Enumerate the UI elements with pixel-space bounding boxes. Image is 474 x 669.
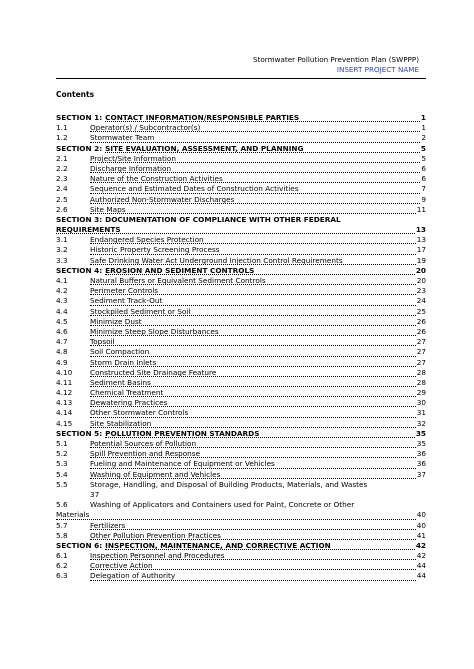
toc-entry-title: Project/Site Information — [90, 153, 176, 163]
toc-entry-title-leader — [90, 256, 416, 265]
toc-entry-title-leader — [90, 123, 420, 132]
toc-entry-number: 4.1 — [56, 276, 68, 285]
document-title: Stormwater Pollution Prevention Plan (SWPPP) — [252, 55, 419, 64]
toc-entry-number: 5.2 — [56, 449, 68, 459]
toc-entry[interactable] — [56, 408, 426, 418]
toc-entry[interactable] — [56, 133, 426, 143]
toc-entry-title-leader — [90, 368, 416, 377]
toc-entry-number: 2.4 — [56, 184, 68, 194]
toc-entry-title: SITE EVALUATION, ASSESSMENT, AND PLANNING — [105, 143, 304, 153]
toc-entry-page: 5 — [420, 143, 426, 153]
toc-entry-title-leader — [90, 531, 416, 540]
toc-entry-title: Minimize Dust — [90, 316, 142, 326]
toc-entry-title: Natural Buffers or Equivalent Sediment Controls — [90, 276, 266, 285]
toc-entry[interactable] — [56, 195, 426, 205]
toc-entry-title: Topsoil — [90, 337, 115, 347]
toc-entry-title: Fertilizers — [90, 520, 126, 530]
toc-entry-line — [56, 500, 426, 510]
toc-entry-title-leader — [90, 245, 416, 254]
toc-entry[interactable] — [56, 449, 426, 459]
toc-entry-number: 4.8 — [56, 347, 68, 357]
toc-entry-title: Delegation of Authority — [90, 571, 176, 581]
toc-entry[interactable] — [56, 276, 426, 286]
toc-entry-title-leader — [105, 144, 420, 153]
project-name: INSERT PROJECT NAME — [336, 65, 419, 74]
toc-entry-title-leader — [90, 419, 416, 428]
toc-entry-title: Nature of the Construction Activities — [90, 174, 223, 184]
toc-entry-number: 4.2 — [56, 286, 68, 296]
toc-entry[interactable] — [56, 500, 426, 520]
document-header — [253, 55, 419, 75]
toc-entry-page: 13 — [415, 225, 426, 235]
toc-entry[interactable] — [56, 235, 426, 245]
toc-entry[interactable] — [56, 368, 426, 378]
toc-entry-page: 36 — [416, 449, 426, 459]
toc-entry-number: SECTION 4: — [56, 265, 103, 275]
toc-entry-number: 2.2 — [56, 163, 68, 173]
toc-entry-number: 6.2 — [56, 561, 68, 571]
toc-entry-page: 13 — [416, 235, 426, 245]
toc-entry-title-leader — [56, 225, 415, 234]
toc-entry-page: 32 — [416, 418, 426, 428]
toc-entry-line — [56, 215, 426, 225]
toc-entry-title: Sequence and Estimated Dates of Construction Activities — [90, 184, 299, 194]
toc-entry-title-leader — [90, 184, 420, 193]
toc-entry-page: 1 — [420, 113, 426, 122]
toc-entry-title-leader — [90, 276, 416, 285]
toc-entry-page: 11 — [416, 204, 426, 214]
toc-entry-number: SECTION 6: — [56, 540, 103, 550]
toc-entry-title: Sediment Track-Out — [90, 296, 163, 306]
toc-entry-page: 6 — [421, 174, 426, 184]
toc-entry-title: Site Maps — [90, 204, 126, 214]
toc-entry-number: 1.2 — [56, 133, 68, 143]
toc-entry[interactable] — [56, 317, 426, 327]
toc-entry-title-leader — [105, 541, 415, 550]
toc-entry-page: 31 — [416, 408, 426, 418]
toc-entry[interactable] — [56, 470, 426, 480]
toc-entry-title: Spill Prevention and Response — [90, 449, 201, 459]
toc-entry-page: 5 — [421, 153, 426, 163]
toc-entry-page: 7 — [421, 184, 426, 194]
toc-entry-title: Site Stabilization — [90, 418, 152, 428]
toc-entry-page: 35 — [415, 428, 426, 438]
toc-entry-title-leader — [90, 235, 416, 244]
toc-entry-title-leader — [90, 398, 416, 407]
toc-entry-page: 24 — [416, 296, 426, 306]
toc-entry-title-leader — [90, 449, 416, 458]
toc-entry-title: Safe Drinking Water Act Underground Injection Control Requirements — [90, 255, 343, 265]
toc-entry-title-leader — [105, 429, 415, 438]
toc-entry-number: 4.12 — [56, 388, 73, 398]
toc-section-entry[interactable] — [56, 541, 426, 551]
toc-entry[interactable] — [56, 154, 426, 164]
toc-entry-title-leader — [90, 551, 416, 560]
toc-entry[interactable] — [56, 459, 426, 469]
toc-entry-page: 20 — [415, 265, 426, 275]
toc-entry-title-leader — [90, 174, 420, 183]
toc-entry-title: Stockpiled Sediment or Soil — [90, 306, 191, 316]
toc-entry-page: 44 — [416, 571, 426, 581]
toc-entry-title-leader — [90, 317, 416, 326]
toc-section-entry[interactable] — [56, 266, 426, 276]
toc-entry-title-leader — [90, 195, 420, 204]
toc-entry[interactable] — [56, 378, 426, 388]
toc-entry[interactable] — [56, 521, 426, 531]
toc-entry-number: 3.1 — [56, 235, 68, 245]
toc-entry-page: 2 — [421, 133, 426, 143]
toc-entry-title-leader — [90, 347, 416, 356]
toc-entry-title-leader — [90, 388, 416, 397]
toc-entry-title-leader — [90, 459, 416, 468]
toc-entry[interactable] — [56, 398, 426, 408]
toc-entry-number: 4.3 — [56, 296, 68, 306]
toc-entry-page: 37 — [416, 469, 426, 479]
toc-entry-title: Other Stormwater Controls — [90, 408, 189, 418]
toc-entry-number: SECTION 3: — [56, 214, 103, 224]
toc-entry[interactable] — [56, 184, 426, 194]
toc-entry-page: 42 — [415, 540, 426, 550]
toc-entry-number: 4.14 — [56, 408, 73, 418]
toc-entry-number: 5.7 — [56, 520, 68, 530]
toc-entry-title: Stormwater Team — [90, 133, 155, 143]
toc-entry-page: 40 — [416, 520, 426, 530]
toc-entry-number: 2.1 — [56, 153, 68, 163]
toc-entry[interactable] — [56, 480, 426, 500]
toc-entry-title-leader — [90, 378, 416, 387]
toc-entry-title-leader — [90, 561, 416, 570]
toc-entry-page: 6 — [421, 163, 426, 173]
toc-entry-line — [56, 490, 426, 500]
toc-entry-title-leader — [90, 470, 416, 479]
toc-entry[interactable] — [56, 307, 426, 317]
toc-entry-title-leader — [90, 521, 416, 530]
toc-entry[interactable] — [56, 347, 426, 357]
toc-entry-line — [56, 510, 426, 520]
toc-entry-title: DOCUMENTATION OF COMPLIANCE WITH OTHER FEDERAL — [105, 214, 341, 224]
toc-entry-title: Minimize Steep Slope Disturbances — [90, 326, 219, 336]
toc-entry-title-leader — [90, 133, 420, 142]
toc-entry-number: 4.13 — [56, 398, 73, 408]
toc-entry-number: 5.8 — [56, 530, 68, 540]
toc-entry[interactable] — [56, 561, 426, 571]
toc-entry-title-leader — [105, 113, 420, 122]
toc-entry-title: Storage, Handling, and Disposal of Building Products, Materials, and Wastes — [90, 479, 368, 489]
toc-entry-page: 1 — [421, 123, 426, 133]
toc-entry-title: Discharge Information — [90, 163, 172, 173]
toc-entry-number: 2.6 — [56, 204, 68, 214]
toc-entry[interactable] — [56, 123, 426, 133]
toc-section-entry[interactable] — [56, 429, 426, 439]
toc-entry-number: SECTION 2: — [56, 143, 103, 153]
toc-entry-page: 17 — [416, 245, 426, 255]
indent-spacer — [56, 490, 90, 500]
toc-entry-title: Constructed Site Drainage Feature — [90, 367, 217, 377]
toc-entry-number: SECTION 1: — [56, 113, 103, 122]
toc-entry-title-leader — [90, 307, 416, 316]
toc-entry-title: Dewatering Practices — [90, 398, 168, 408]
toc-entry-number: 6.1 — [56, 551, 68, 561]
toc-section-entry[interactable] — [56, 215, 426, 235]
toc-entry-title-leader — [90, 154, 420, 163]
table-of-contents — [56, 113, 426, 582]
toc-entry-page: 26 — [416, 326, 426, 336]
toc-entry-number: 4.9 — [56, 357, 68, 367]
toc-entry[interactable] — [56, 419, 426, 429]
toc-entry-title-leader — [90, 286, 416, 295]
toc-entry-page: 30 — [416, 398, 426, 408]
toc-entry[interactable] — [56, 571, 426, 581]
toc-entry-number: 5.5 — [56, 479, 68, 489]
toc-entry-title: Inspection Personnel and Procedures — [90, 551, 225, 561]
toc-entry-title: CONTACT INFORMATION/RESPONSIBLE PARTIES — [105, 113, 300, 122]
toc-entry[interactable] — [56, 296, 426, 306]
toc-entry-title-leader — [56, 510, 416, 519]
toc-entry-page: 19 — [416, 255, 426, 265]
toc-entry-title: Other Pollution Prevention Practices — [90, 530, 221, 540]
toc-entry-title: Washing of Equipment and Vehicles — [90, 469, 221, 479]
toc-entry-title: Chemical Treatment — [90, 388, 164, 398]
toc-entry-page: 37 — [90, 489, 100, 499]
toc-entry-page: 27 — [416, 337, 426, 347]
toc-entry-number: 5.3 — [56, 459, 68, 469]
toc-entry-number: 5.4 — [56, 469, 68, 479]
toc-entry[interactable] — [56, 327, 426, 337]
toc-entry-number: 6.3 — [56, 571, 68, 581]
toc-entry-title-leader — [90, 358, 416, 367]
toc-entry-title: Storm Drain Inlets — [90, 357, 157, 367]
toc-entry-page: 25 — [416, 306, 426, 316]
toc-entry[interactable] — [56, 174, 426, 184]
toc-entry-number: 4.4 — [56, 306, 68, 316]
toc-entry-number: 1.1 — [56, 123, 68, 133]
toc-entry-page: 35 — [416, 439, 426, 448]
toc-entry-page: 28 — [416, 367, 426, 377]
toc-entry[interactable] — [56, 286, 426, 296]
toc-entry-page: 26 — [416, 316, 426, 326]
toc-entry[interactable] — [56, 256, 426, 266]
toc-entry-title: Fueling and Maintenance of Equipment or Vehicles — [90, 459, 275, 469]
toc-entry-number: 4.6 — [56, 326, 68, 336]
toc-entry-title: Sediment Basins — [90, 377, 151, 387]
toc-entry-number: 2.5 — [56, 194, 68, 204]
toc-entry-number: 4.7 — [56, 337, 68, 347]
toc-entry-number: 2.3 — [56, 174, 68, 184]
toc-entry-title-leader — [90, 439, 416, 448]
toc-entry-title: Washing of Applicators and Containers used for Paint, Concrete or Other — [90, 500, 355, 510]
toc-entry-number: 3.3 — [56, 255, 68, 265]
toc-entry-page: 23 — [416, 286, 426, 296]
toc-entry-page: 27 — [416, 357, 426, 367]
toc-entry-line — [56, 225, 426, 235]
header-rule — [56, 78, 426, 79]
toc-entry-title-leader — [90, 296, 416, 305]
toc-entry[interactable] — [56, 439, 426, 449]
toc-entry[interactable] — [56, 388, 426, 398]
contents-heading: Contents — [56, 90, 95, 99]
toc-entry-title-continued: REQUIREMENTS — [56, 225, 121, 235]
toc-entry[interactable] — [56, 337, 426, 347]
toc-entry-title: EROSION AND SEDIMENT CONTROLS — [105, 265, 255, 275]
toc-entry-number: 4.11 — [56, 377, 73, 387]
toc-entry-title-leader — [105, 266, 415, 275]
toc-entry-title: Authorized Non-Stormwater Discharges — [90, 194, 235, 204]
toc-entry-title-leader — [90, 408, 416, 417]
toc-entry-title: Operator(s) / Subcontractor(s) — [90, 123, 201, 133]
toc-entry-number: 4.5 — [56, 316, 68, 326]
toc-entry-number: 3.2 — [56, 245, 68, 255]
toc-section-entry[interactable] — [56, 144, 426, 154]
toc-entry-number: 5.1 — [56, 439, 68, 448]
toc-entry-title: Soil Compaction — [90, 347, 150, 357]
toc-entry-title: Endangered Species Protection — [90, 235, 204, 245]
toc-entry[interactable] — [56, 358, 426, 368]
toc-entry-title: Potential Sources of Pollution — [90, 439, 197, 448]
toc-entry[interactable] — [56, 245, 426, 255]
toc-entry-page: 42 — [416, 551, 426, 561]
toc-entry-title: Perimeter Controls — [90, 286, 159, 296]
toc-entry-title: Corrective Action — [90, 561, 153, 571]
toc-entry-number: 4.15 — [56, 418, 73, 428]
toc-entry-title-continued: Materials — [56, 510, 90, 520]
toc-entry-page: 27 — [416, 347, 426, 357]
toc-entry-page: 40 — [416, 510, 426, 520]
toc-entry-title-leader — [90, 571, 416, 580]
toc-entry-number: 4.10 — [56, 367, 73, 377]
toc-entry-line — [56, 480, 426, 490]
toc-entry-title-leader — [90, 327, 416, 336]
toc-entry-page: 20 — [416, 276, 426, 285]
toc-section-entry[interactable] — [56, 113, 426, 123]
toc-entry-title-leader — [90, 205, 416, 214]
toc-entry-title: POLLUTION PREVENTION STANDARDS — [105, 428, 260, 438]
toc-entry[interactable] — [56, 551, 426, 561]
toc-entry-number: SECTION 5: — [56, 428, 103, 438]
toc-entry-title-leader — [90, 164, 420, 173]
toc-entry-title: INSPECTION, MAINTENANCE, AND CORRECTIVE ACTION — [105, 540, 331, 550]
toc-entry-number: 5.6 — [56, 500, 68, 510]
toc-entry-page: 9 — [421, 194, 426, 204]
toc-entry-title: Historic Property Screening Process — [90, 245, 220, 255]
toc-entry-page: 28 — [416, 377, 426, 387]
toc-entry-page: 29 — [416, 388, 426, 398]
toc-entry-page: 44 — [416, 561, 426, 571]
toc-entry-page: 36 — [416, 459, 426, 469]
toc-entry-title-leader — [90, 337, 416, 346]
toc-entry[interactable] — [56, 164, 426, 174]
toc-entry-page: 41 — [416, 530, 426, 540]
toc-entry[interactable] — [56, 531, 426, 541]
toc-entry[interactable] — [56, 205, 426, 215]
